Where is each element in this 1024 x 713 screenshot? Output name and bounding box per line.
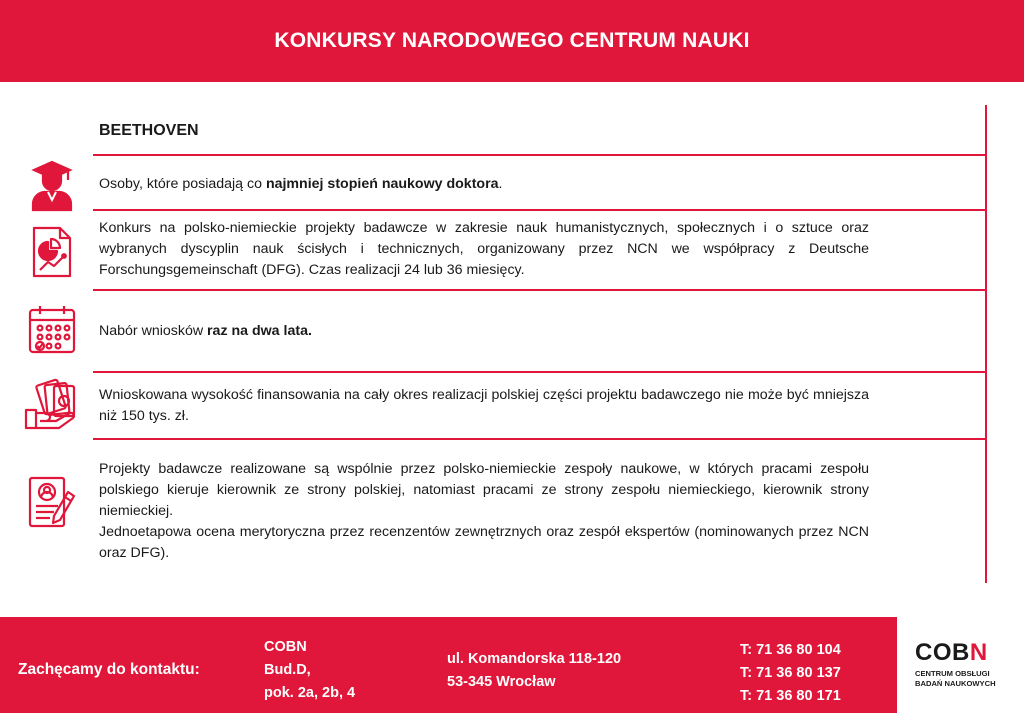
phone-number[interactable]: T: 71 36 80 104 bbox=[740, 642, 841, 658]
row-text-paragraph: Jednoetapowa ocena merytoryczna przez recenzentów zewnętrznych oraz zespół ekspertów (nominowanych przez NCN oraz DFG). bbox=[99, 524, 869, 561]
phone-number[interactable]: T: 71 36 80 137 bbox=[740, 665, 841, 681]
row-text-part: Osoby, które posiadają co bbox=[99, 176, 266, 192]
row-funding: Wnioskowana wysokość finansowania na cały okres realizacji polskiej części projektu badawczego nie może być mniejsza niż 150 tys. zł. bbox=[99, 387, 869, 424]
address-line: ul. Komandorska 118-120 bbox=[447, 651, 622, 667]
row-text-bold: raz na dwa lata. bbox=[207, 323, 312, 339]
row-eligibility bbox=[99, 174, 869, 195]
profile-document-icon bbox=[24, 474, 80, 530]
office-line: Bud.D, bbox=[264, 662, 311, 678]
row-divider bbox=[93, 209, 986, 211]
office-line: pok. 2a, 2b, 4 bbox=[264, 685, 356, 701]
row-text-part: Nabór wniosków bbox=[99, 323, 208, 339]
phone-number[interactable]: T: 71 36 80 171 bbox=[740, 688, 841, 704]
footer-bar bbox=[0, 617, 1024, 713]
logo-word-part: COB bbox=[915, 639, 970, 666]
row-text-paragraph: Projekty badawcze realizowane są wspólnie przez polsko-niemieckie zespoły naukowe, w których pracami zespołu polskiego kieruje kierownik ze strony polskiej, natomiast pracami ze strony zespołu niemieckiego, kierownik strony niemieckiej. bbox=[99, 461, 869, 519]
section-title: BEETHOVEN bbox=[99, 122, 199, 139]
row-teams bbox=[99, 459, 869, 564]
graduate-icon bbox=[24, 158, 80, 214]
right-divider bbox=[985, 105, 987, 583]
row-description: Konkurs na polsko-niemieckie projekty badawcze w zakresie nauk humanistycznych, społecznych i o sztuce oraz wybranych dyscyplin nauk ścisłych i technicznych, organizowany przez NCN we współpracy z Deutsche Forschungsgemeinschaft (DFG). Czas realizacji 24 lub 36 miesięcy. bbox=[99, 220, 869, 278]
address-line: 53-345 Wrocław bbox=[447, 674, 556, 690]
logo-wordmark bbox=[915, 639, 988, 667]
page-title: KONKURSY NARODOWEGO CENTRUM NAUKI bbox=[274, 29, 750, 52]
logo-word-accent: N bbox=[969, 639, 988, 666]
contact-label: Zachęcamy do kontaktu: bbox=[18, 661, 200, 678]
logo-subtitle-line: BADAŃ NAUKOWYCH bbox=[915, 679, 996, 688]
phone-list bbox=[740, 639, 841, 708]
cobn-logo bbox=[897, 617, 1024, 713]
address-info bbox=[447, 648, 621, 694]
calendar-icon bbox=[24, 302, 80, 358]
office-info bbox=[264, 636, 355, 705]
row-frequency bbox=[99, 321, 869, 342]
logo-subtitle bbox=[915, 669, 996, 689]
row-text-bold: najmniej stopień naukowy doktora bbox=[265, 176, 499, 192]
row-text-part: . bbox=[498, 176, 503, 192]
row-divider bbox=[93, 371, 986, 373]
office-line: COBN bbox=[264, 639, 307, 655]
row-divider bbox=[93, 154, 986, 156]
money-hand-icon bbox=[24, 376, 80, 432]
row-divider bbox=[93, 438, 986, 440]
header-bar bbox=[0, 0, 1024, 82]
logo-subtitle-line: CENTRUM OBSŁUGI bbox=[915, 669, 990, 678]
research-report-icon bbox=[24, 224, 80, 280]
row-divider bbox=[93, 289, 986, 291]
